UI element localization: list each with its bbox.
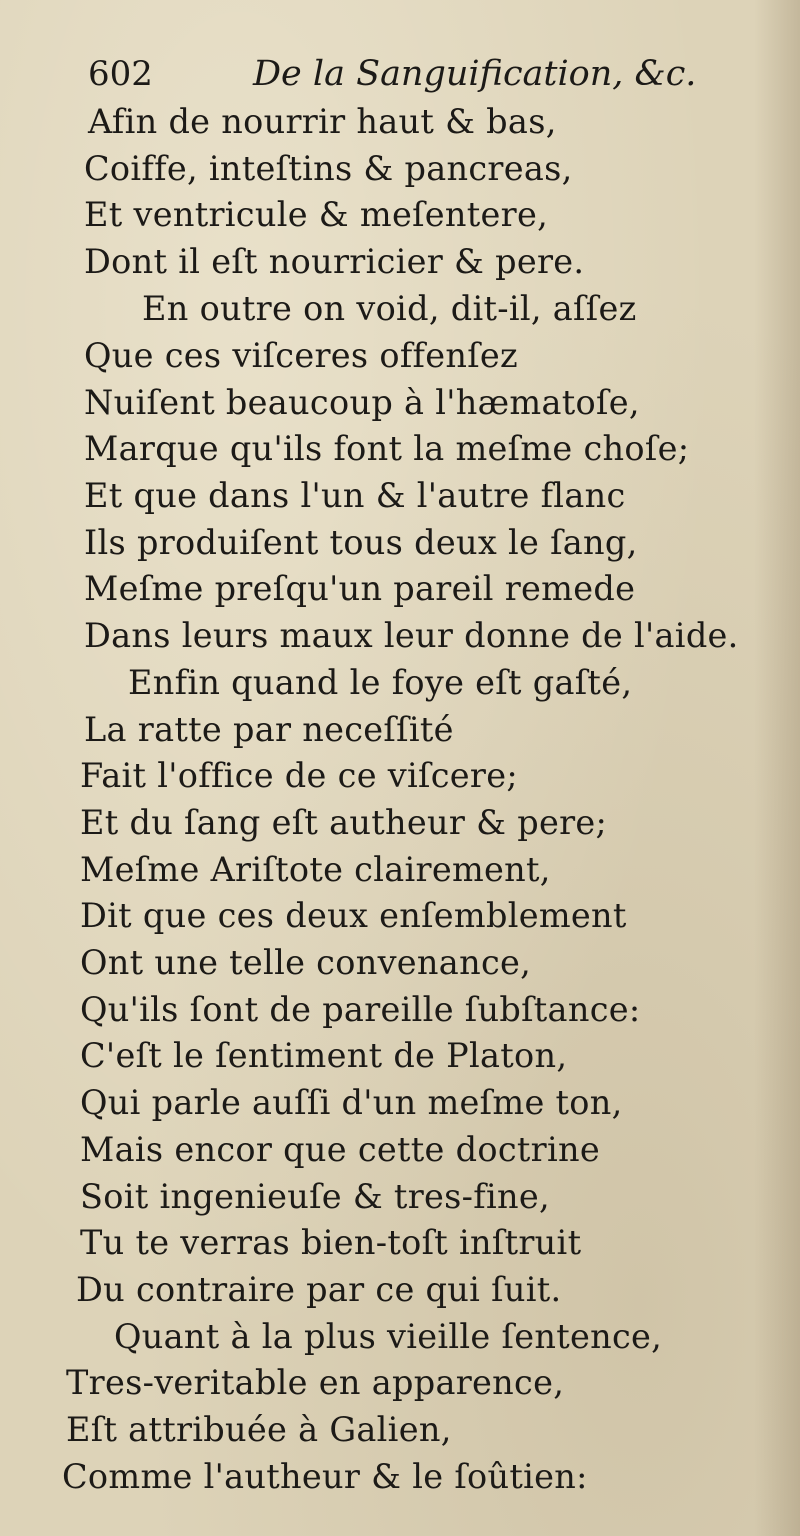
verse-line: En outre on void, dit-il, aſſez [142,289,637,328]
verse-line: Ont une telle convenance, [80,943,532,982]
verse-line: Et du ſang eſt autheur & pere; [80,803,608,842]
verse-line: Mais encor que cette doctrine [80,1130,600,1169]
verse-line: Tu te verras bien-toſt inſtruit [80,1223,582,1262]
verse-line: Dans leurs maux leur donne de l'aide. [84,616,739,655]
verse-line: Meſme preſqu'un pareil remede [84,569,636,608]
verse-line: Que ces viſceres offenſez [84,336,518,375]
verse-line: Ils produiſent tous deux le ſang, [84,523,638,562]
verse-line: Tres-veritable en apparence, [66,1363,565,1402]
verse-line: Qu'ils ſont de pareille ſubſtance: [80,990,641,1029]
verse-line: Meſme Ariſtote clairement, [80,850,551,889]
verse-line: Nuiſent beaucoup à l'hæmatoſe, [84,383,640,422]
verse-line: Qui parle auſſi d'un meſme ton, [80,1083,623,1122]
verse-line: Soit ingenieuſe & tres-fine, [80,1177,550,1216]
verse-line: Dit que ces deux enſemblement [80,896,627,935]
verse-line: Du contraire par ce qui ſuit. [76,1270,562,1309]
verse-line: La ratte par neceſſité [84,710,454,749]
verse-line: Comme l'autheur & le ſoûtien: [62,1457,588,1496]
page-number: 602 [88,54,153,94]
verse-line: Quant à la plus vieille ſentence, [114,1317,663,1356]
verse-line: Eſt attribuée à Galien, [66,1410,452,1449]
verse-line: Dont il eſt nourricier & pere. [84,242,585,281]
verse-line: Coiffe, inteſtins & pancreas, [84,149,573,188]
verse-line: Enfin quand le foye eſt gaſté, [128,663,633,702]
verse-line: Marque qu'ils font la meſme choſe; [84,429,690,468]
verse-line: Et que dans l'un & l'autre flanc [84,476,626,515]
verse-line: Et ventricule & meſentere, [84,195,549,234]
verse-line: Afin de nourrir haut & bas, [88,102,557,141]
verse-line: Fait l'office de ce viſcere; [80,756,518,795]
verse-line: C'eſt le ſentiment de Platon, [80,1036,568,1075]
running-head: De la Sanguification, &c. [253,54,697,94]
